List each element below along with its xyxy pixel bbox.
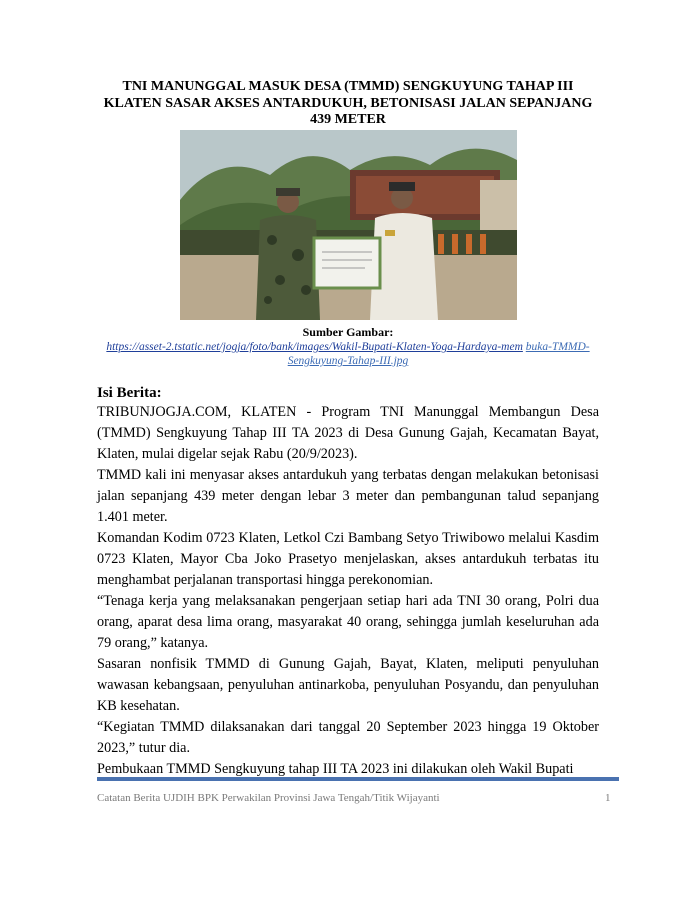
image-source-url-part1[interactable]: https://asset-2.tstatic.net/jogja/foto/bank/images/Wakil-Bupati-Klaten-Yoga-Hardaya-mem — [106, 341, 523, 353]
image-source-label: Sumber Gambar: — [302, 325, 394, 339]
article-body — [97, 402, 599, 780]
paragraph: Pembukaan TMMD Sengkuyung tahap III TA 2023 ini dilakukan oleh Wakil Bupati — [97, 761, 574, 777]
image-source-url-part2[interactable]: buka-TMMD-Sengkuyung-Tahap-III.jpg — [287, 341, 590, 367]
image-source-link[interactable] — [100, 340, 596, 368]
section-heading: Isi Berita: — [97, 385, 162, 401]
paragraph: Komandan Kodim 0723 Klaten, Letkol Czi Bambang Setyo Triwibowo melalui Kasdim 0723 Klaten, Mayor Cba Joko Prasetyo menjelaskan, akses antardukuh terbatas itu menghambat perjalanan transportasi hingga perekonomian. — [97, 530, 599, 588]
paragraph: “Kegiatan TMMD dilaksanakan dari tanggal 20 September 2023 hingga 19 Oktober 2023,” tutur dia. — [97, 719, 599, 756]
footer-note: Catatan Berita UJDIH BPK Perwakilan Provinsi Jawa Tengah/Titik Wijayanti — [97, 792, 440, 804]
page-number: 1 — [605, 792, 611, 804]
paragraph: Sasaran nonfisik TMMD di Gunung Gajah, Bayat, Klaten, meliputi penyuluhan wawasan kebangsaan, penyuluhan antinarkoba, penyuluhan Posyandu, dan penyuluhan KB kesehatan. — [97, 656, 599, 714]
paragraph: TRIBUNJOGJA.COM, KLATEN - Program TNI Manunggal Membangun Desa (TMMD) Sengkuyung Tahap III TA 2023 di Desa Gunung Gajah, Kecamatan Bayat, Klaten, mulai digelar sejak Rabu (20/9/2023). — [97, 404, 599, 462]
article-title: TNI MANUNGGAL MASUK DESA (TMMD) SENGKUYUNG TAHAP III KLATEN SASAR AKSES ANTARDUKUH, BETONISASI JALAN SEPANJANG 439 METER — [103, 79, 593, 127]
article-photo — [180, 130, 517, 320]
paragraph: TMMD kali ini menyasar akses antardukuh yang terbatas dengan melakukan betonisasi jalan sepanjang 439 meter dengan lebar 3 meter dan pembangunan talud sepanjang 1.401 meter. — [97, 467, 599, 525]
paragraph: “Tenaga kerja yang melaksanakan pengerjaan setiap hari ada TNI 30 orang, Polri dua orang, aparat desa lima orang, masyarakat 40 orang, sehingga jumlah keseluruhan ada 79 orang,” katanya. — [97, 593, 599, 651]
footer-divider — [97, 777, 619, 781]
